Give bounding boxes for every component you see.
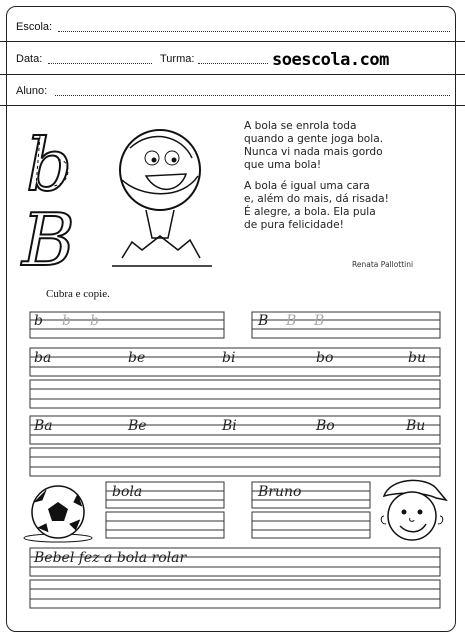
poem-line: A bola é igual uma cara — [244, 180, 370, 192]
boy-with-cap-icon — [374, 476, 452, 546]
trace-letter: b — [34, 313, 43, 329]
poem-line: de pura felicidade! — [244, 219, 344, 231]
word-bruno: Bruno — [258, 484, 302, 500]
poem-line: e, além do mais, dá risada! — [244, 193, 389, 205]
syllable: ba — [34, 350, 52, 366]
letter-lower: b — [26, 123, 73, 207]
date-label: Data: — [16, 53, 43, 65]
syllable: Bo — [316, 418, 335, 434]
syllable: Be — [128, 418, 147, 434]
instruction: Cubra e copie. — [46, 288, 110, 300]
syllable: Bu — [406, 418, 426, 434]
trace-letter-ghost: B — [286, 313, 297, 329]
student-label: Aluno: — [16, 85, 48, 97]
poem-author: Renata Pallottini — [352, 260, 414, 269]
soccer-ball-icon — [18, 482, 98, 544]
word-bola: bola — [112, 484, 143, 500]
syllable: Bi — [222, 418, 237, 434]
syllable: Ba — [34, 418, 53, 434]
trace-letter-ghost: b — [90, 313, 99, 329]
syllable: bo — [316, 350, 334, 366]
class-label: Turma: — [160, 53, 195, 65]
syllable: bu — [408, 350, 426, 366]
trace-letter: B — [258, 313, 269, 329]
brand-logo: soescola.com — [272, 50, 389, 70]
syllable: bi — [222, 350, 236, 366]
poem-line: Nunca vi nada mais gordo — [244, 146, 383, 158]
sentence: Bebel fez a bola rolar — [34, 550, 187, 566]
poem-line: É alegre, a bola. Ela pula — [244, 206, 376, 218]
trace-letter-ghost: b — [62, 313, 71, 329]
school-label: Escola: — [16, 21, 53, 33]
trace-letter-ghost: B — [314, 313, 325, 329]
poem-line: que uma bola! — [244, 159, 322, 171]
poem-line: A bola se enrola toda — [244, 120, 357, 132]
syllable: be — [128, 350, 146, 366]
poem-line: quando a gente joga bola. — [244, 133, 384, 145]
letter-upper: B — [22, 198, 75, 270]
